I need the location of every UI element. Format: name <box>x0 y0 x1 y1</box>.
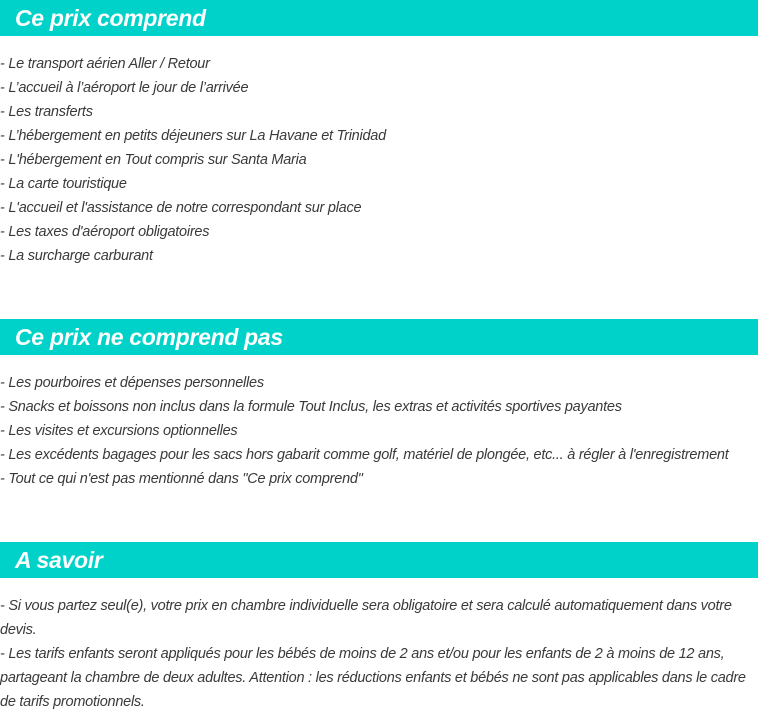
list-item: - L'hébergement en Tout compris sur Santa Maria <box>0 152 307 168</box>
list-item: - L’accueil à l’aéroport le jour de l’arrivée <box>0 80 249 96</box>
list-item: - Snacks et boissons non inclus dans la formule Tout Inclus, les extras et activités sportives payantes <box>0 399 622 415</box>
paragraph: - Si vous partez seul(e), votre prix en chambre individuelle sera obligatoire et sera calculé automatiquement dans votre devis. <box>0 598 732 638</box>
section-good-to-know <box>0 542 758 714</box>
list-item: - Les transferts <box>0 104 93 120</box>
section-title: Ce prix comprend <box>15 5 206 31</box>
section-header <box>0 542 758 578</box>
excludes-list <box>0 355 758 491</box>
list-item: - L’hébergement en petits déjeuners sur La Havane et Trinidad <box>0 128 386 144</box>
section-title: Ce prix ne comprend pas <box>15 324 283 350</box>
list-item: - Tout ce qui n'est pas mentionné dans "Ce prix comprend" <box>0 471 363 487</box>
paragraph: - Les tarifs enfants seront appliqués pour les bébés de moins de 2 ans et/ou pour les enfants de 2 à moins de 12 ans, partageant la chambre de deux adultes. Attention : les réductions enfants et bébés ne sont pas applicables dans le cadre de tarifs promotionnels. <box>0 646 746 710</box>
list-item: - Les taxes d'aéroport obligatoires <box>0 224 210 240</box>
list-item: - La carte touristique <box>0 176 127 192</box>
good-to-know-text <box>0 578 758 714</box>
section-header <box>0 0 758 36</box>
list-item: - La surcharge carburant <box>0 248 153 264</box>
section-price-includes <box>0 0 758 268</box>
list-item: - Les visites et excursions optionnelles <box>0 423 238 439</box>
list-item: - Les pourboires et dépenses personnelles <box>0 375 264 391</box>
list-item: - Les excédents bagages pour les sacs hors gabarit comme golf, matériel de plongée, etc... à régler à l'enregistrement <box>0 447 729 463</box>
section-header <box>0 319 758 355</box>
list-item: - L'accueil et l'assistance de notre correspondant sur place <box>0 200 362 216</box>
section-title: A savoir <box>15 547 103 573</box>
list-item: - Le transport aérien Aller / Retour <box>0 56 210 72</box>
section-price-excludes <box>0 319 758 491</box>
includes-list <box>0 36 758 268</box>
